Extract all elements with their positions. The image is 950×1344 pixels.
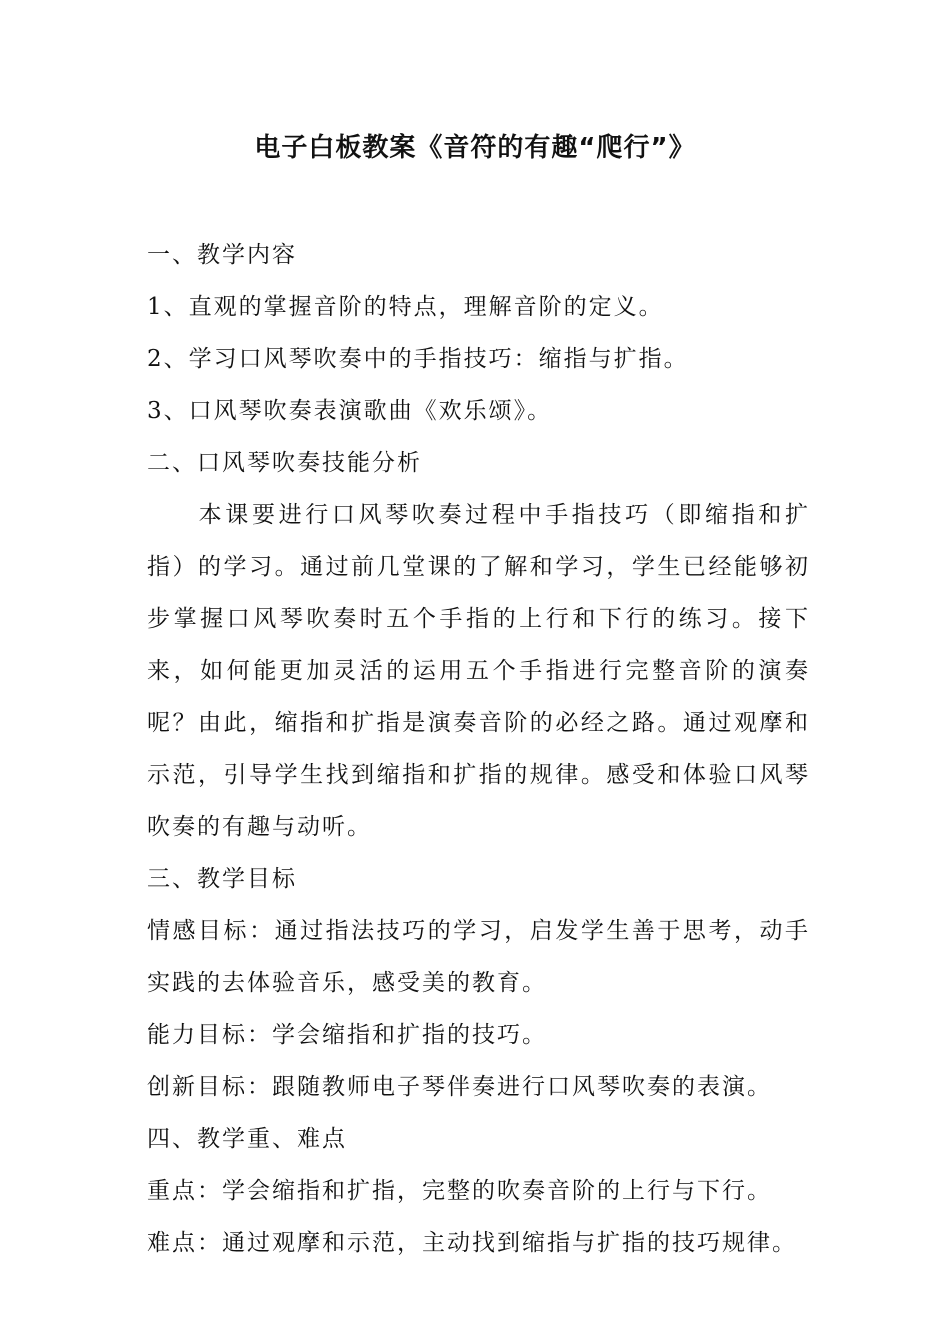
skill-analysis-text: 本课要进行口风琴吹奏过程中手指技巧（即缩指和扩指）的学习。通过前几堂课的了解和学习，学生已经能够初步掌握口风琴吹奏时五个手指的上行和下行的练习。接下来，如何能更加灵活的运用五个手指进行完整音阶的演奏呢？由此，缩指和扩指是演奏音阶的必经之路。通过观摩和示范，引导学生找到缩指和扩指的规律。感受和体验口风琴吹奏的有趣与动听。 [147, 502, 810, 840]
section-heading-teaching-goals: 三、教学目标 [147, 866, 297, 892]
list-item: 3、口风琴吹奏表演歌曲《欢乐颂》。 [147, 398, 553, 424]
section-heading-skill-analysis: 二、口风琴吹奏技能分析 [147, 450, 422, 476]
document-title: 电子白板教案《音符的有趣“爬行”》 [254, 133, 696, 163]
section-heading-key-points: 四、教学重、难点 [147, 1126, 347, 1152]
document-body [147, 229, 810, 1269]
list-item: 2、学习口风琴吹奏中的手指技巧：缩指与扩指。 [147, 346, 689, 372]
key-point: 重点：学会缩指和扩指，完整的吹奏音阶的上行与下行。 [147, 1178, 772, 1204]
innovation-goal: 创新目标：跟随教师电子琴伴奏进行口风琴吹奏的表演。 [147, 1074, 772, 1100]
skill-analysis-paragraph [147, 489, 810, 853]
difficult-point: 难点：通过观摩和示范，主动找到缩指与扩指的技巧规律。 [147, 1230, 797, 1256]
section-heading-teaching-content: 一、教学内容 [147, 242, 297, 268]
emotion-goal: 情感目标：通过指法技巧的学习，启发学生善于思考，动手实践的去体验音乐，感受美的教育。 [147, 918, 810, 996]
list-item: 1、直观的掌握音阶的特点，理解音阶的定义。 [147, 294, 664, 320]
ability-goal: 能力目标：学会缩指和扩指的技巧。 [147, 1022, 547, 1048]
